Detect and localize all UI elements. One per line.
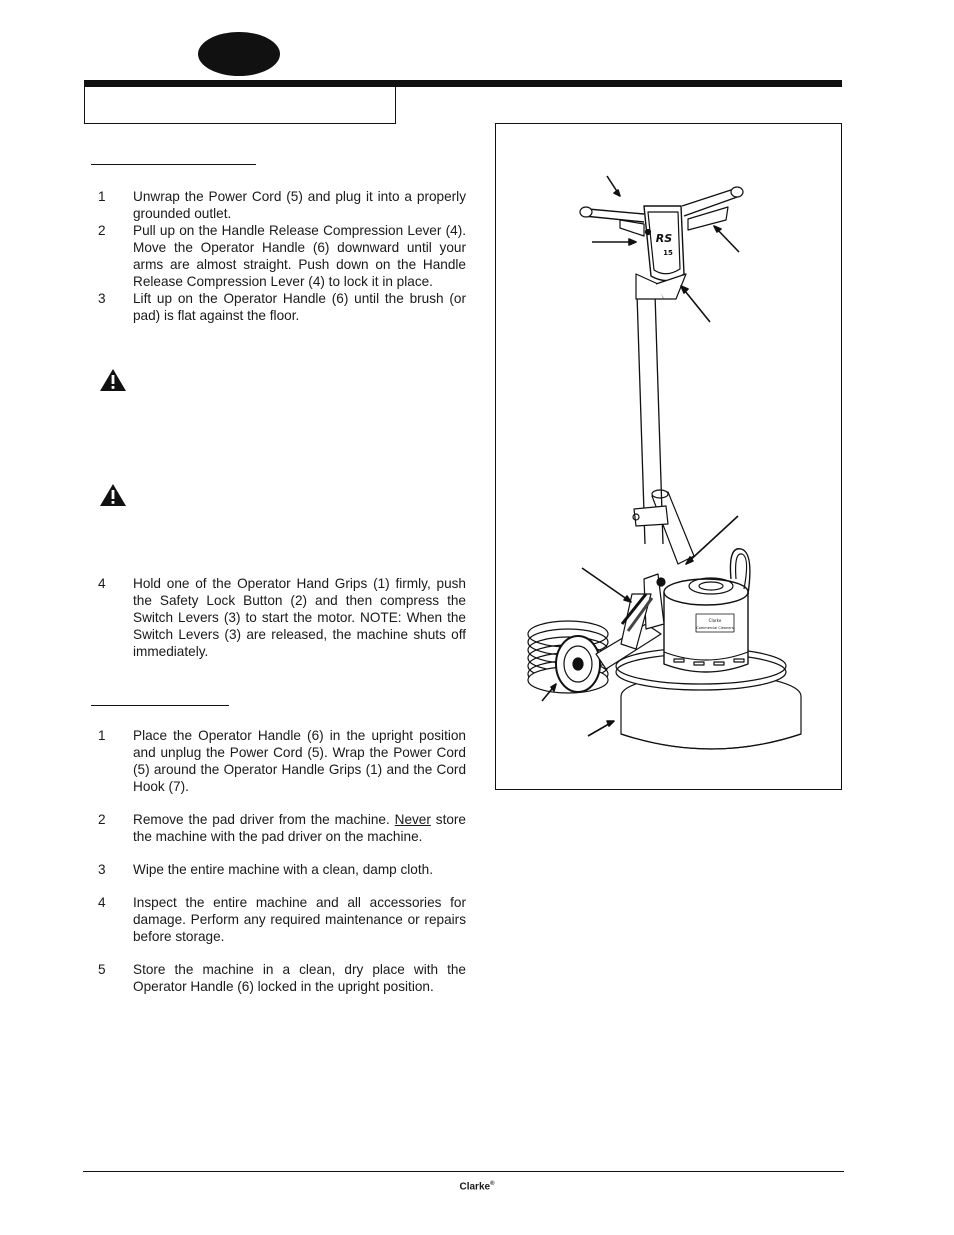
- list-item: [98, 575, 466, 660]
- storage-steps: [98, 727, 466, 995]
- list-item: [98, 894, 466, 945]
- step-number: 3: [98, 291, 106, 306]
- step-text: Inspect the entire machine and all accessories for damage. Perform any required maintenance or repairs before storage.: [133, 895, 466, 944]
- step-number: 4: [98, 576, 106, 591]
- step-number: 4: [98, 895, 106, 910]
- step-text-emphasis: Never: [394, 812, 431, 827]
- registered-mark: ®: [490, 1181, 495, 1187]
- section-title-box: [84, 87, 396, 124]
- step-text: [133, 811, 466, 845]
- step-text: Lift up on the Operator Handle (6) until the brush (or pad) is flat against the floor.: [133, 291, 466, 323]
- motor-label-top: Clarke: [708, 618, 722, 623]
- list-item: [98, 188, 466, 222]
- startup-steps: [98, 188, 466, 324]
- warning-triangle-icon: [99, 483, 127, 507]
- header-rule: [84, 80, 842, 87]
- step-number: 5: [98, 962, 106, 977]
- list-item: [98, 961, 466, 995]
- list-item: [98, 290, 466, 324]
- step-number: 1: [98, 189, 106, 204]
- step-text: Hold one of the Operator Hand Grips (1) firmly, push the Safety Lock Button (2) and then compress the Switch Levers (3) to start the motor. NOTE: When the Switch Levers (3) are released, the machine shuts off immediately.: [133, 576, 466, 659]
- list-item: [98, 222, 466, 290]
- step-text: Wipe the entire machine with a clean, damp cloth.: [133, 862, 433, 877]
- step-text: Unwrap the Power Cord (5) and plug it into a properly grounded outlet.: [133, 189, 466, 221]
- step-text: Place the Operator Handle (6) in the upright position and unplug the Power Cord (5). Wrap the Power Cord (5) around the Operator Handle Grips (1) and the Cord Hook (7).: [133, 728, 466, 794]
- step-number: 1: [98, 728, 106, 743]
- storage-heading-rule: [91, 705, 229, 706]
- step-number: 2: [98, 223, 106, 238]
- page-footer: [0, 1181, 954, 1192]
- footer-rule: [83, 1171, 844, 1172]
- step-text-part: store the machine with the pad driver on the machine.: [133, 812, 466, 844]
- operate-steps: [98, 575, 466, 660]
- motor-label-bottom: Commercial Cleaners: [696, 626, 734, 630]
- machine-model: 15: [663, 249, 673, 257]
- startup-heading-rule: [91, 164, 256, 165]
- footer-brand: Clarke: [459, 1181, 491, 1193]
- list-item: [98, 811, 466, 845]
- step-text: Pull up on the Handle Release Compression Lever (4). Move the Operator Handle (6) downward until your arms are almost straight. Push down on the Handle Release Compression Lever (4) to lock it in place.: [133, 223, 466, 289]
- page-tab-oval: [198, 32, 280, 76]
- list-item: [98, 861, 466, 878]
- step-text-part: Remove the pad driver from the machine.: [133, 812, 395, 827]
- step-text: Store the machine in a clean, dry place with the Operator Handle (6) locked in the upright position.: [133, 962, 466, 994]
- step-number: 2: [98, 812, 106, 827]
- machine-figure-box: [495, 123, 842, 790]
- machine-logo: RS: [655, 232, 673, 245]
- floor-machine-illustration: [496, 124, 841, 789]
- warning-triangle-icon: [99, 368, 127, 392]
- list-item: [98, 727, 466, 795]
- step-number: 3: [98, 862, 106, 877]
